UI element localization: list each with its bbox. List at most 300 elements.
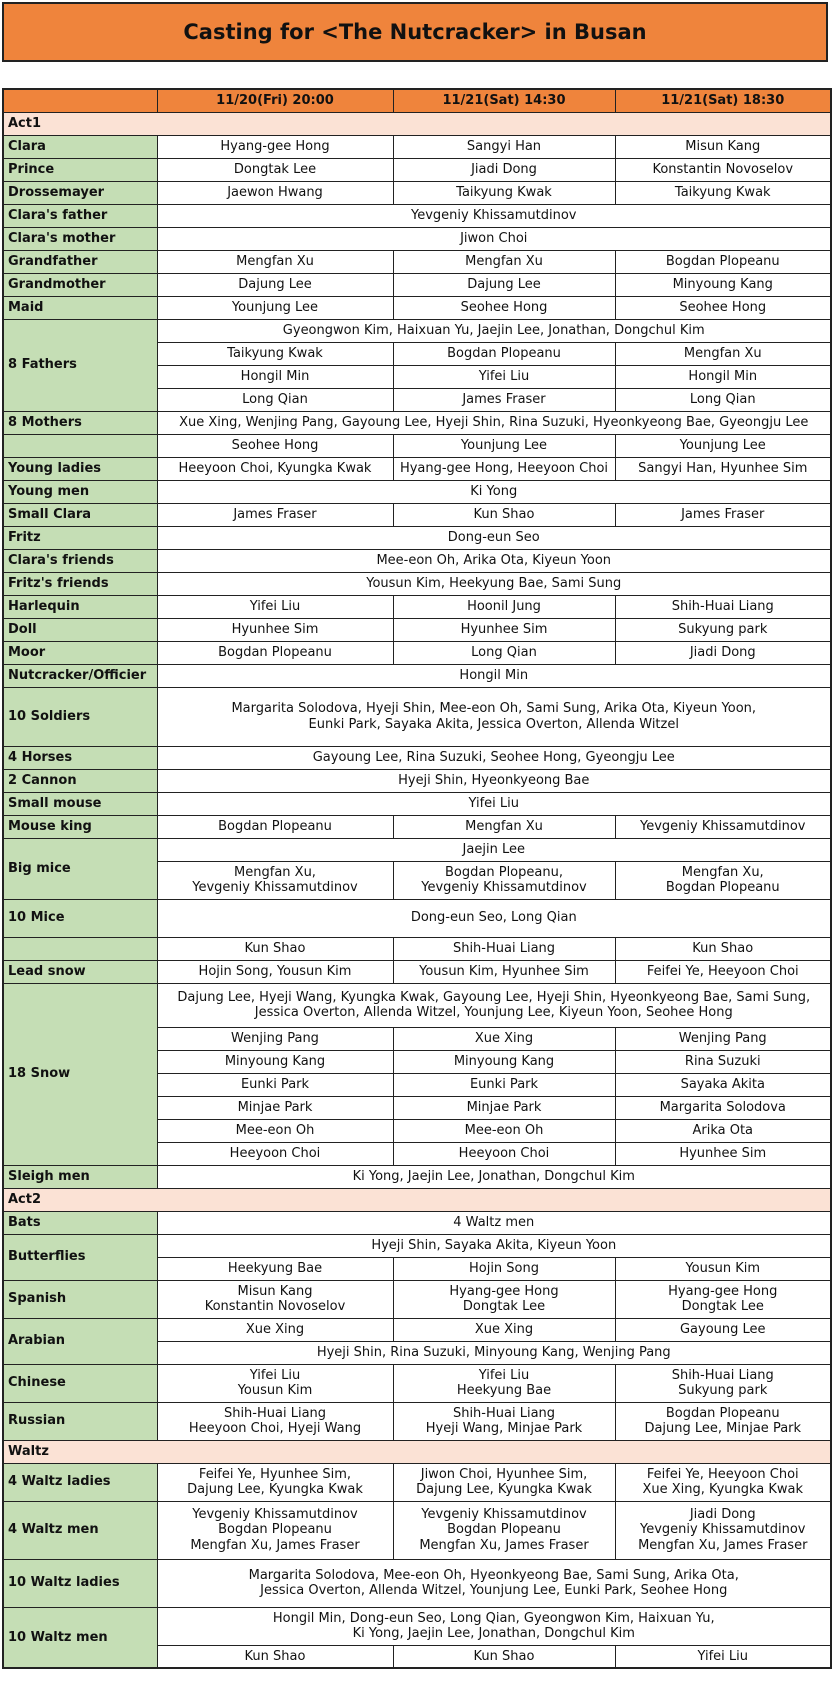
performance-cast-cell [615,861,831,899]
section-label: Waltz [3,1440,831,1463]
cast-row [3,746,831,769]
dancer-names: Hojin Song, Yousun Kim [198,963,352,979]
dancer-names: Yifei Liu [249,598,301,614]
cast-row [3,687,831,746]
performance-cast-cell [615,1318,831,1341]
performance-cast-cell [393,815,615,838]
dancer-names: Seohee Hong [460,299,548,315]
dancer-names: Dajung Lee, Minjae Park [644,1421,802,1436]
performance-date-3: 11/21(Sat) 18:30 [615,89,831,112]
performance-cast-cell [615,937,831,960]
dancer-names: Dajung Lee, Kyungka Kwak [187,1482,363,1497]
shared-cast-cell [157,319,831,342]
dancer-names: Mengfan Xu, James Fraser [419,1537,589,1553]
performance-cast-cell [157,595,393,618]
shared-cast-cell [157,1559,831,1607]
performance-cast-cell [157,1463,393,1501]
shared-cast-cell [157,572,831,595]
role-name: Prince [3,158,157,181]
cast-row [3,641,831,664]
shared-cast-cell [157,1341,831,1364]
dancer-names: Ki Yong, Jaejin Lee, Jonathan, Dongchul Kim [352,1626,635,1641]
dancer-names: James Fraser [462,391,546,407]
performance-cast-cell [615,1096,831,1119]
dancer-names: Hyeji Shin, Sayaka Akita, Kiyeun Yoon [371,1237,617,1253]
shared-cast-cell [157,1165,831,1188]
performance-cast-cell [157,1050,393,1073]
dancer-names: Younjung Lee [679,437,766,453]
shared-cast-cell [157,526,831,549]
dancer-names: Seohee Hong [679,299,767,315]
performance-cast-cell [157,388,393,411]
performance-cast-cell [393,457,615,480]
performance-cast-cell [393,158,615,181]
shared-cast-cell [157,899,831,937]
shared-cast-cell [157,411,831,434]
role-name: 8 Fathers [3,319,157,411]
dancer-names: Heeyoon Choi, Hyeji Wang [188,1421,362,1436]
role-name: Chinese [3,1364,157,1402]
dancer-names: Xue Xing [474,1030,534,1046]
role-name: Mouse king [3,815,157,838]
dancer-names: Kun Shao [473,1648,535,1664]
performance-cast-cell [393,960,615,983]
dancer-names: Minyoung Kang [453,1053,555,1069]
cast-row [3,1559,831,1607]
dancer-names: Sayaka Akita [680,1076,765,1092]
dancer-names: Yousun Kim [685,1260,761,1276]
performance-cast-cell [615,250,831,273]
casting-table [2,88,832,1669]
performance-cast-cell [157,641,393,664]
dancer-names: Bogdan Plopeanu, [445,864,563,880]
dancer-names: Yevgeniy Khissamutdinov [411,207,577,223]
performance-cast-cell [393,937,615,960]
dancer-names: Xue Xing [245,1321,305,1337]
page-title: Casting for <The Nutcracker> in Busan [2,2,828,62]
dancer-names: Taikyung Kwak [227,345,323,361]
section-row [3,112,831,135]
performance-cast-cell [615,1645,831,1668]
dancer-names: Mengfan Xu [236,253,314,269]
performance-cast-cell [393,342,615,365]
role-name: Grandfather [3,250,157,273]
cast-row [3,480,831,503]
performance-cast-cell [157,158,393,181]
dancer-names: Feifei Ye, Heeyoon Choi [646,1466,799,1482]
performance-cast-cell [393,135,615,158]
performance-cast-cell [615,365,831,388]
cast-row [3,1364,831,1402]
performance-cast-cell [157,1119,393,1142]
cast-row [3,526,831,549]
role-name: 18 Snow [3,983,157,1165]
dancer-names: Hojin Song [468,1260,540,1276]
dancer-names: Hyang-gee Hong [668,1283,778,1299]
dancer-names: Hongil Min [459,667,529,683]
dancer-names: Mengfan Xu [683,345,762,361]
shared-cast-cell [157,1234,831,1257]
shared-cast-cell [157,687,831,746]
performance-cast-cell [157,250,393,273]
performance-cast-cell [157,1645,393,1668]
cast-row [3,457,831,480]
section-row [3,1440,831,1463]
dancer-names: Shih-Huai Liang [671,598,774,614]
dancer-names: Yevgeniy Khissamutdinov [640,1522,806,1538]
dancer-names: Yevgeniy Khissamutdinov [421,880,587,895]
cast-row [3,937,831,960]
shared-cast-cell [157,746,831,769]
cast-row [3,815,831,838]
role-name: Harlequin [3,595,157,618]
performance-cast-cell [615,1257,831,1280]
role-name: Nutcracker/Officier [3,664,157,687]
dancer-names: Long Qian [471,644,537,660]
performance-cast-cell [393,434,615,457]
dancer-names: Dajung Lee [467,276,541,292]
dancer-names: Minjae Park [237,1099,313,1115]
performance-cast-cell [615,1280,831,1318]
role-name: Doll [3,618,157,641]
dancer-names: Minyoung Kang [672,276,773,292]
cast-row [3,618,831,641]
dancer-names: Xue Xing [474,1321,534,1337]
performance-cast-cell [393,388,615,411]
dancer-names: Sukyung park [678,1383,768,1398]
dancer-names: Xue Xing, Wenjing Pang, Gayoung Lee, Hyeji Shin, Rina Suzuki, Hyeonkyeong Bae, Gyeongju Lee [179,414,809,430]
performance-cast-cell [393,1096,615,1119]
performance-cast-cell [157,365,393,388]
dancer-names: Hongil Min [688,368,758,384]
section-label: Act2 [3,1188,831,1211]
performance-cast-cell [393,250,615,273]
performance-cast-cell [157,1073,393,1096]
performance-cast-cell [157,135,393,158]
cast-row [3,983,831,1027]
dancer-names: Long Qian [689,391,756,407]
dancer-names: Feifei Ye, Hyunhee Sim, [198,1466,352,1482]
dancer-names: Bogdan Plopeanu [447,345,561,361]
performance-cast-cell [157,457,393,480]
dancer-names: Hyang-gee Hong [449,1283,559,1299]
performance-cast-cell [615,641,831,664]
cast-row [3,899,831,937]
dancer-names: Dong-eun Seo [447,529,540,545]
dancer-names: Eunki Park, Sayaka Akita, Jessica Overton, Allenda Witzel [308,716,679,732]
performance-cast-cell [615,181,831,204]
cast-row [3,769,831,792]
role-name: Lead snow [3,960,157,983]
performance-cast-cell [393,503,615,526]
cast-row [3,960,831,983]
role-name: Bats [3,1211,157,1234]
cast-row [3,838,831,861]
dancer-names: Kun Shao [244,940,306,956]
cast-row [3,319,831,342]
section-label: Act1 [3,112,831,135]
dancer-names: Jiwon Choi [460,230,528,246]
dancer-names: Jiadi Dong [471,161,537,177]
performance-cast-cell [393,595,615,618]
role-name: 8 Mothers [3,411,157,434]
casting-table-body [3,112,831,1668]
cast-row [3,1501,831,1559]
performance-cast-cell [615,296,831,319]
role-name: Clara [3,135,157,158]
role-name: Fritz [3,526,157,549]
performance-cast-cell [615,434,831,457]
shared-cast-cell [157,983,831,1027]
shared-cast-cell [157,204,831,227]
dancer-names: Yevgeniy Khissamutdinov [640,818,806,834]
performance-cast-cell [157,1257,393,1280]
performance-cast-cell [615,1501,831,1559]
dancer-names: Hyang-gee Hong, Heeyoon Choi [399,460,609,476]
dancer-names: Dongtak Lee [681,1299,764,1314]
dancer-names: Jiadi Dong [689,644,756,660]
dancer-names: Yousun Kim, Hyunhee Sim [419,963,589,979]
cast-row [3,434,831,457]
performance-cast-cell [393,1463,615,1501]
performance-cast-cell [157,1364,393,1402]
performance-cast-cell [615,1364,831,1402]
performance-cast-cell [393,1257,615,1280]
dancer-names: Ki Yong [470,483,518,499]
dancer-names: Misun Kang [237,1283,313,1299]
dancer-names: Dajung Lee, Hyeji Wang, Kyungka Kwak, Gayoung Lee, Hyeji Shin, Hyeonkyeong Bae, Sami Sung, [177,989,811,1005]
role-name: Arabian [3,1318,157,1364]
dancer-names: Mee-eon Oh, Arika Ota, Kiyeun Yoon [376,552,612,568]
cast-row [3,250,831,273]
dancer-names: Bogdan Plopeanu [218,818,332,834]
cast-row [3,1607,831,1645]
cast-row [3,1318,831,1341]
performance-cast-cell [615,1073,831,1096]
role-name: Clara's mother [3,227,157,250]
shared-cast-cell [157,769,831,792]
dancer-names: Sukyung park [678,621,768,637]
role-name: 4 Waltz men [3,1501,157,1559]
cast-row [3,158,831,181]
performance-cast-cell [157,937,393,960]
dancer-names: Misun Kang [685,138,761,154]
dancer-names: Hyunhee Sim [231,621,319,637]
role-name: Maid [3,296,157,319]
role-name: 10 Waltz ladies [3,1559,157,1607]
dancer-names: Bogdan Plopeanu [447,1522,561,1538]
dancer-names: Hyang-gee Hong [220,138,330,154]
dancer-names: Yifei Liu [478,368,530,384]
dancer-names: Kun Shao [473,506,535,522]
performance-cast-cell [157,342,393,365]
dancer-names: Shih-Huai Liang [452,940,556,956]
dancer-names: Yifei Liu [478,1367,530,1383]
performance-date-2: 11/21(Sat) 14:30 [393,89,615,112]
dancer-names: Mengfan Xu [465,818,543,834]
dancer-names: Hongil Min [240,368,310,384]
dancer-names: Mengfan Xu [465,253,543,269]
performance-cast-cell [393,1501,615,1559]
role-name: 10 Mice [3,899,157,937]
dancer-names: James Fraser [681,506,765,522]
dancer-names: Bogdan Plopeanu [665,1405,780,1421]
cast-row [3,664,831,687]
role-name: Butterflies [3,1234,157,1280]
cast-row [3,503,831,526]
dancer-names: James Fraser [233,506,317,522]
performance-cast-cell [157,960,393,983]
dancer-names: Bogdan Plopeanu [218,1522,332,1538]
dancer-names: Bogdan Plopeanu [665,880,780,895]
performance-cast-cell [615,158,831,181]
cast-row [3,792,831,815]
dancer-names: Kun Shao [692,940,754,956]
cast-row [3,296,831,319]
performance-cast-cell [393,1280,615,1318]
performance-cast-cell [393,273,615,296]
role-name: Clara's friends [3,549,157,572]
dancer-names: Dajung Lee [238,276,312,292]
corner-cell [3,89,157,112]
performance-cast-cell [157,434,393,457]
performance-cast-cell [393,1318,615,1341]
dancer-names: Yevgeniy Khissamutdinov [192,880,358,895]
dancer-names: Feifei Ye, Heeyoon Choi [646,963,799,979]
dancer-names: Dongtak Lee [462,1299,546,1314]
role-name: 10 Waltz men [3,1607,157,1668]
role-name: Small Clara [3,503,157,526]
dancer-names: Hyeji Wang, Minjae Park [425,1421,583,1436]
performance-cast-cell [393,1645,615,1668]
dancer-names: Minjae Park [466,1099,542,1115]
dancer-names: Younjung Lee [460,437,548,453]
dancer-names: Hyeji Shin, Rina Suzuki, Minyoung Kang, Wenjing Pang [316,1344,671,1360]
performance-cast-cell [615,1402,831,1440]
cast-row [3,411,831,434]
shared-cast-cell [157,480,831,503]
performance-cast-cell [157,1027,393,1050]
dancer-names: Hyunhee Sim [460,621,548,637]
dancer-names: Bogdan Plopeanu [665,253,780,269]
dancer-names: Taikyung Kwak [674,184,771,200]
performance-cast-cell [393,1119,615,1142]
role-name: Sleigh men [3,1165,157,1188]
performance-cast-cell [615,342,831,365]
dancer-names: Konstantin Novoselov [204,1299,346,1314]
performance-cast-cell [157,1096,393,1119]
role-name: 10 Soldiers [3,687,157,746]
performance-cast-cell [615,815,831,838]
performance-cast-cell [393,641,615,664]
dancer-names: Kun Shao [244,1648,306,1664]
dancer-names: Yousun Kim [237,1383,313,1398]
role-name: 4 Horses [3,746,157,769]
dancer-names: Yifei Liu [697,1648,748,1664]
dancer-names: Yousun Kim, Heekyung Bae, Sami Sung [366,575,622,591]
role-name: Fritz's friends [3,572,157,595]
dancer-names: Gayoung Lee, Rina Suzuki, Seohee Hong, Gyeongju Lee [312,749,675,765]
dancer-names: Dongtak Lee [233,161,317,177]
performance-cast-cell [393,181,615,204]
dancer-names: Konstantin Novoselov [652,161,794,177]
performance-cast-cell [157,1280,393,1318]
dancer-names: Heeyoon Choi, Kyungka Kwak [178,460,372,476]
role-name: Young ladies [3,457,157,480]
performance-cast-cell [615,1027,831,1050]
performance-cast-cell [157,1402,393,1440]
dancer-names: Gyeongwon Kim, Haixuan Yu, Jaejin Lee, Jonathan, Dongchul Kim [282,322,705,338]
cast-row [3,181,831,204]
role-name: Big mice [3,838,157,899]
dancer-names: Hyunhee Sim [679,1145,767,1161]
dancer-names: Shih-Huai Liang [452,1405,556,1421]
dancer-names: Ki Yong, Jaejin Lee, Jonathan, Dongchul Kim [352,1168,635,1184]
performance-cast-cell [615,1142,831,1165]
performance-cast-cell [615,595,831,618]
dancer-names: Hyeji Shin, Hyeonkyeong Bae [398,772,590,788]
role-name: Moor [3,641,157,664]
dancer-names: Sangyi Han, Hyunhee Sim [638,460,808,476]
cast-row [3,595,831,618]
dancer-names: Wenjing Pang [678,1030,767,1046]
performance-cast-cell [615,503,831,526]
dancer-names: 4 Waltz men [453,1214,535,1230]
performance-cast-cell [157,1142,393,1165]
dancer-names: Jaejin Lee [462,841,525,857]
shared-cast-cell [157,792,831,815]
shared-cast-cell [157,664,831,687]
performance-cast-cell [157,273,393,296]
dancer-names: Heeyoon Choi [458,1145,550,1161]
performance-cast-cell [157,1501,393,1559]
dancer-names: Seohee Hong [231,437,319,453]
cast-row [3,572,831,595]
performance-cast-cell [157,503,393,526]
performance-cast-cell [393,365,615,388]
dancer-names: Yevgeniy Khissamutdinov [192,1506,358,1522]
performance-date-1: 11/20(Fri) 20:00 [157,89,393,112]
cast-row [3,1211,831,1234]
cast-row [3,135,831,158]
role-name: 2 Cannon [3,769,157,792]
cast-row [3,1280,831,1318]
performance-cast-cell [393,1073,615,1096]
performance-cast-cell [615,960,831,983]
dancer-names: Margarita Solodova, Mee-eon Oh, Hyeonkyeong Bae, Sami Sung, Arika Ota, [248,1567,739,1583]
shared-cast-cell [157,1211,831,1234]
performance-cast-cell [393,618,615,641]
performance-cast-cell [615,135,831,158]
dancer-names: Hongil Min, Dong-eun Seo, Long Qian, Gyeongwon Kim, Haixuan Yu, [272,1610,715,1626]
cast-row [3,1402,831,1440]
role-name: Young men [3,480,157,503]
role-name [3,434,157,457]
dancer-names: Shih-Huai Liang [671,1367,774,1383]
dancer-names: Dong-eun Seo, Long Qian [410,910,577,926]
shared-cast-cell [157,1607,831,1645]
dancer-names: Jiadi Dong [689,1506,756,1522]
dancer-names: Arika Ota [692,1122,754,1138]
dancer-names: Mee-eon Oh [464,1122,544,1138]
cast-row [3,1165,831,1188]
role-name [3,937,157,960]
performance-cast-cell [615,1463,831,1501]
role-name: Spanish [3,1280,157,1318]
role-name: 4 Waltz ladies [3,1463,157,1501]
role-name: Clara's father [3,204,157,227]
dancer-names: Jaewon Hwang [227,184,323,200]
